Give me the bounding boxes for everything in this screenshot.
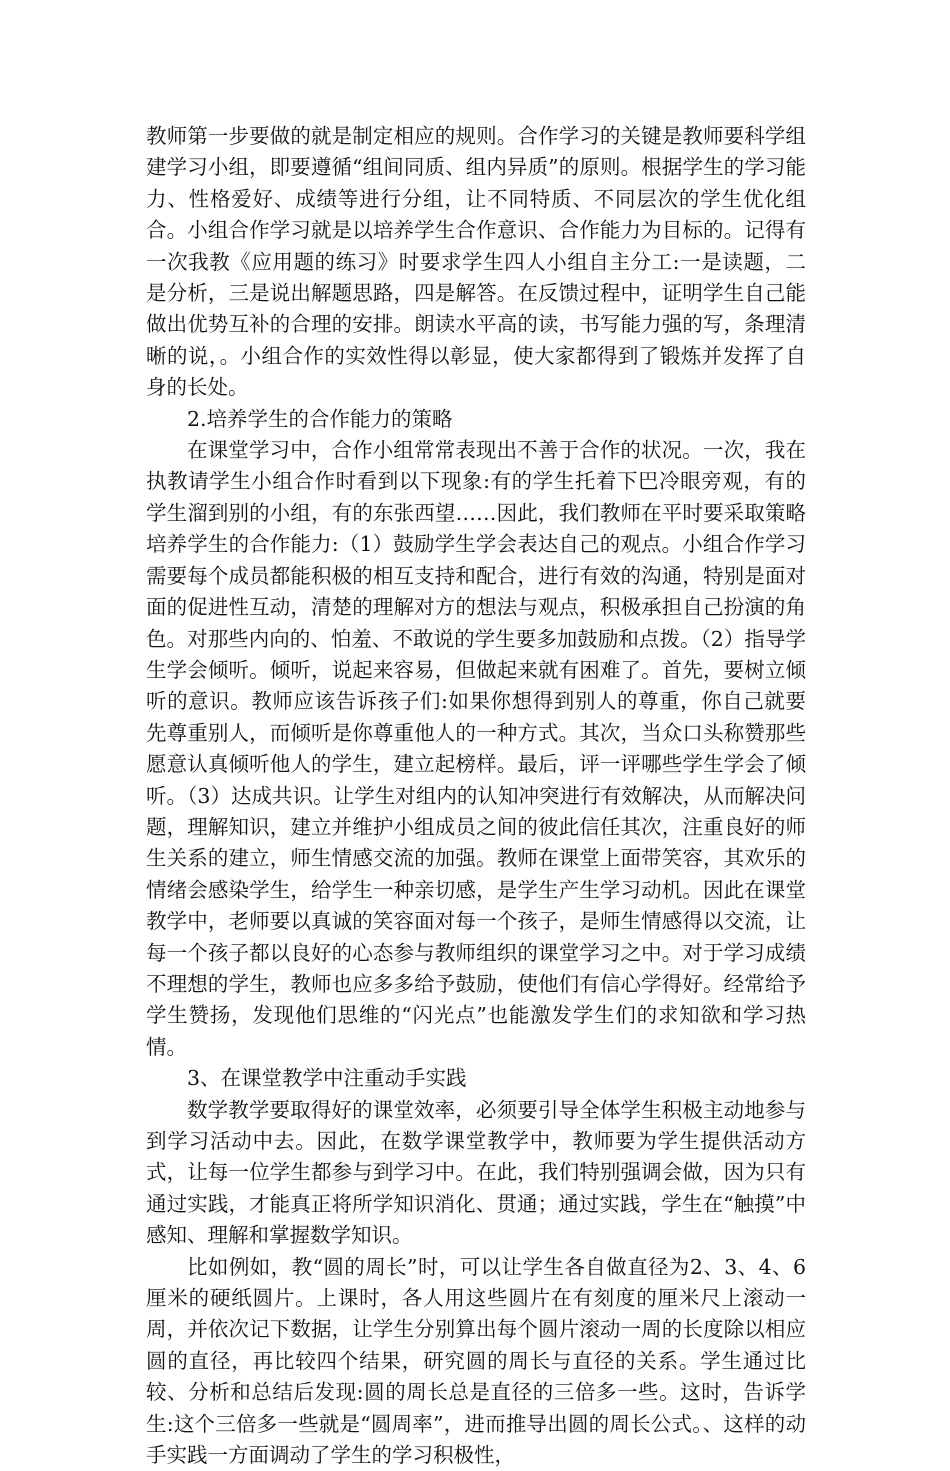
- paragraph-grouping-rules: 教师第一步要做的就是制定相应的规则。合作学习的关键是教师要科学组建学习小组，即要遵循“组间同质、组内异质”的原则。根据学生的学习能力、性格爱好、成绩等进行分组，让不同特质、不同层次的学生优化组合。小组合作学习就是以培养学生合作意识、合作能力为目标的。记得有一次我教《应用题的练习》时要求学生四人小组自主分工:一是读题，二是分析，三是说出解题思路，四是解答。在反馈过程中，证明学生自己能做出优势互补的合理的安排。朗读水平高的读，书写能力强的写，条理清晰的说，。小组合作的实效性得以彰显，使大家都得到了锻炼并发挥了自身的长处。: [146, 124, 806, 400]
- section-heading-cooperation-strategies: 2.培养学生的合作能力的策略: [187, 406, 453, 431]
- paragraph-circle-circumference-example: 比如例如，教“圆的周长”时，可以让学生各自做直径为2、3、4、6厘米的硬纸圆片。上课时，各人用这些圆片在有刻度的厘米尺上滚动一周，并依次记下数据，让学生分别算出每个圆片滚动一周的长度除以相应圆的直径，再比较四个结果，研究圆的周长与直径的关系。学生通过比较、分析和总结后发现:圆的周长总是直径的三倍多一些。这时，告诉学生:这个三倍多一些就是“圆周率”，进而推导出圆的周长公式。、这样的动手实践一方面调动了学生的学习积极性，: [146, 1254, 806, 1468]
- paragraph-cooperation-abilities: 在课堂学习中，合作小组常常表现出不善于合作的状况。一次，我在执教请学生小组合作时看到以下现象:有的学生托着下巴冷眼旁观，有的学生溜到别的小组，有的东张西望……因此，我们教师在平时要采取策略培养学生的合作能力:（1）鼓励学生学会表达自己的观点。小组合作学习需要每个成员都能积极的相互支持和配合，进行有效的沟通，特别是面对面的促进性互动，清楚的理解对方的想法与观点，积极承担自己扮演的角色。对那些内向的、怕羞、不敢说的学生要多加鼓励和点拨。（2）指导学生学会倾听。倾听，说起来容易，但做起来就有困难了。首先，要树立倾听的意识。教师应该告诉孩子们:如果你想得到别人的尊重，你自己就要先尊重别人，而倾听是你尊重他人的一种方式。其次，当众口头称赞那些愿意认真倾听他人的学生，建立起榜样。最后，评一评哪些学生学会了倾听。（3）达成共识。让学生对组内的认知冲突进行有效解决，从而解决问题，理解知识，建立并维护小组成员之间的彼此信任其次，注重良好的师生关系的建立，师生情感交流的加强。教师在课堂上面带笑容，其欢乐的情绪会感染学生，给学生一种亲切感，是学生产生学习动机。因此在课堂教学中，老师要以真诚的笑容面对每一个孩子，是师生情感得以交流，让每一个孩子都以良好的心态参与教师组织的课堂学习之中。对于学习成绩不理想的学生，教师也应多多给予鼓励，使他们有信心学得好。经常给予学生赞扬，发现他们思维的“闪光点”也能激发学生们的求知欲和学习热情。: [146, 438, 806, 1059]
- paragraph-classroom-efficiency: 数学教学要取得好的课堂效率，必须要引导全体学生积极主动地参与到学习活动中去。因此，在数学课堂教学中，教师要为学生提供活动方式，让每一位学生都参与到学习中。在此，我们特别强调会做，因为只有通过实践，才能真正将所学知识消化、贯通；通过实践，学生在“触摸”中感知、理解和掌握数学知识。: [146, 1097, 806, 1248]
- section-heading-hands-on-practice: 3、在课堂教学中注重动手实践: [187, 1066, 467, 1091]
- document-body: [146, 121, 806, 1471]
